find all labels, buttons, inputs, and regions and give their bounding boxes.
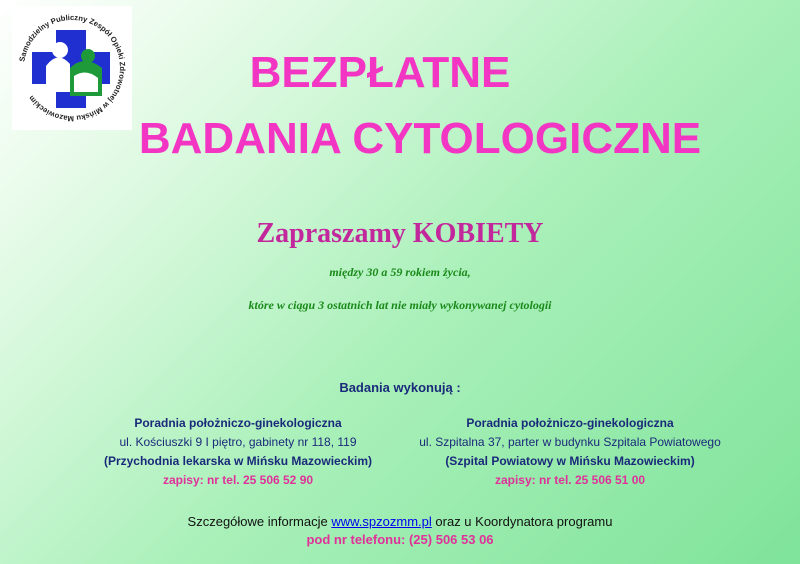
website-link[interactable]: www.spzozmm.pl — [331, 514, 432, 529]
logo-ring-text: Samodzielny Publiczny Zespół Opieki Zdrowotnej w Mińsku Mazowieckim — [17, 12, 128, 124]
performed-by-heading: Badania wykonują : — [339, 380, 461, 395]
headline-line-2: BADANIA CYTOLOGICZNE — [138, 114, 702, 163]
condition-text: które w ciągu 3 ostatnich lat nie miały wykonywanej cytologii — [248, 298, 552, 312]
clinic-phone: zapisy: nr tel. 25 506 51 00 — [494, 473, 646, 487]
contact-phone: pod nr telefonu: (25) 506 53 06 — [306, 532, 494, 547]
info-line — [0, 514, 800, 529]
clinic-address: ul. Szpitalna 37, parter w budynku Szpitala Powiatowego — [419, 435, 721, 449]
clinic-name: Poradnia położniczo-ginekologiczna — [134, 416, 342, 430]
clinic-right — [400, 414, 740, 490]
invitation-heading: Zapraszamy KOBIETY — [256, 218, 544, 249]
clinic-place: (Szpital Powiatowy w Mińsku Mazowieckim) — [445, 454, 695, 468]
age-range-text: między 30 a 59 rokiem życia, — [329, 265, 471, 279]
clinic-phone: zapisy: nr tel. 25 506 52 90 — [162, 473, 314, 487]
info-suffix: oraz u Koordynatora programu — [435, 514, 613, 529]
headline-line-1: BEZPŁATNE — [249, 48, 511, 97]
clinic-place: (Przychodnia lekarska w Mińsku Mazowieckim) — [103, 454, 373, 468]
clinic-name: Poradnia położniczo-ginekologiczna — [466, 416, 674, 430]
info-prefix: Szczegółowe informacje — [187, 514, 328, 529]
clinic-left — [68, 414, 408, 490]
clinic-address: ul. Kościuszki 9 I piętro, gabinety nr 118, 119 — [119, 435, 357, 449]
